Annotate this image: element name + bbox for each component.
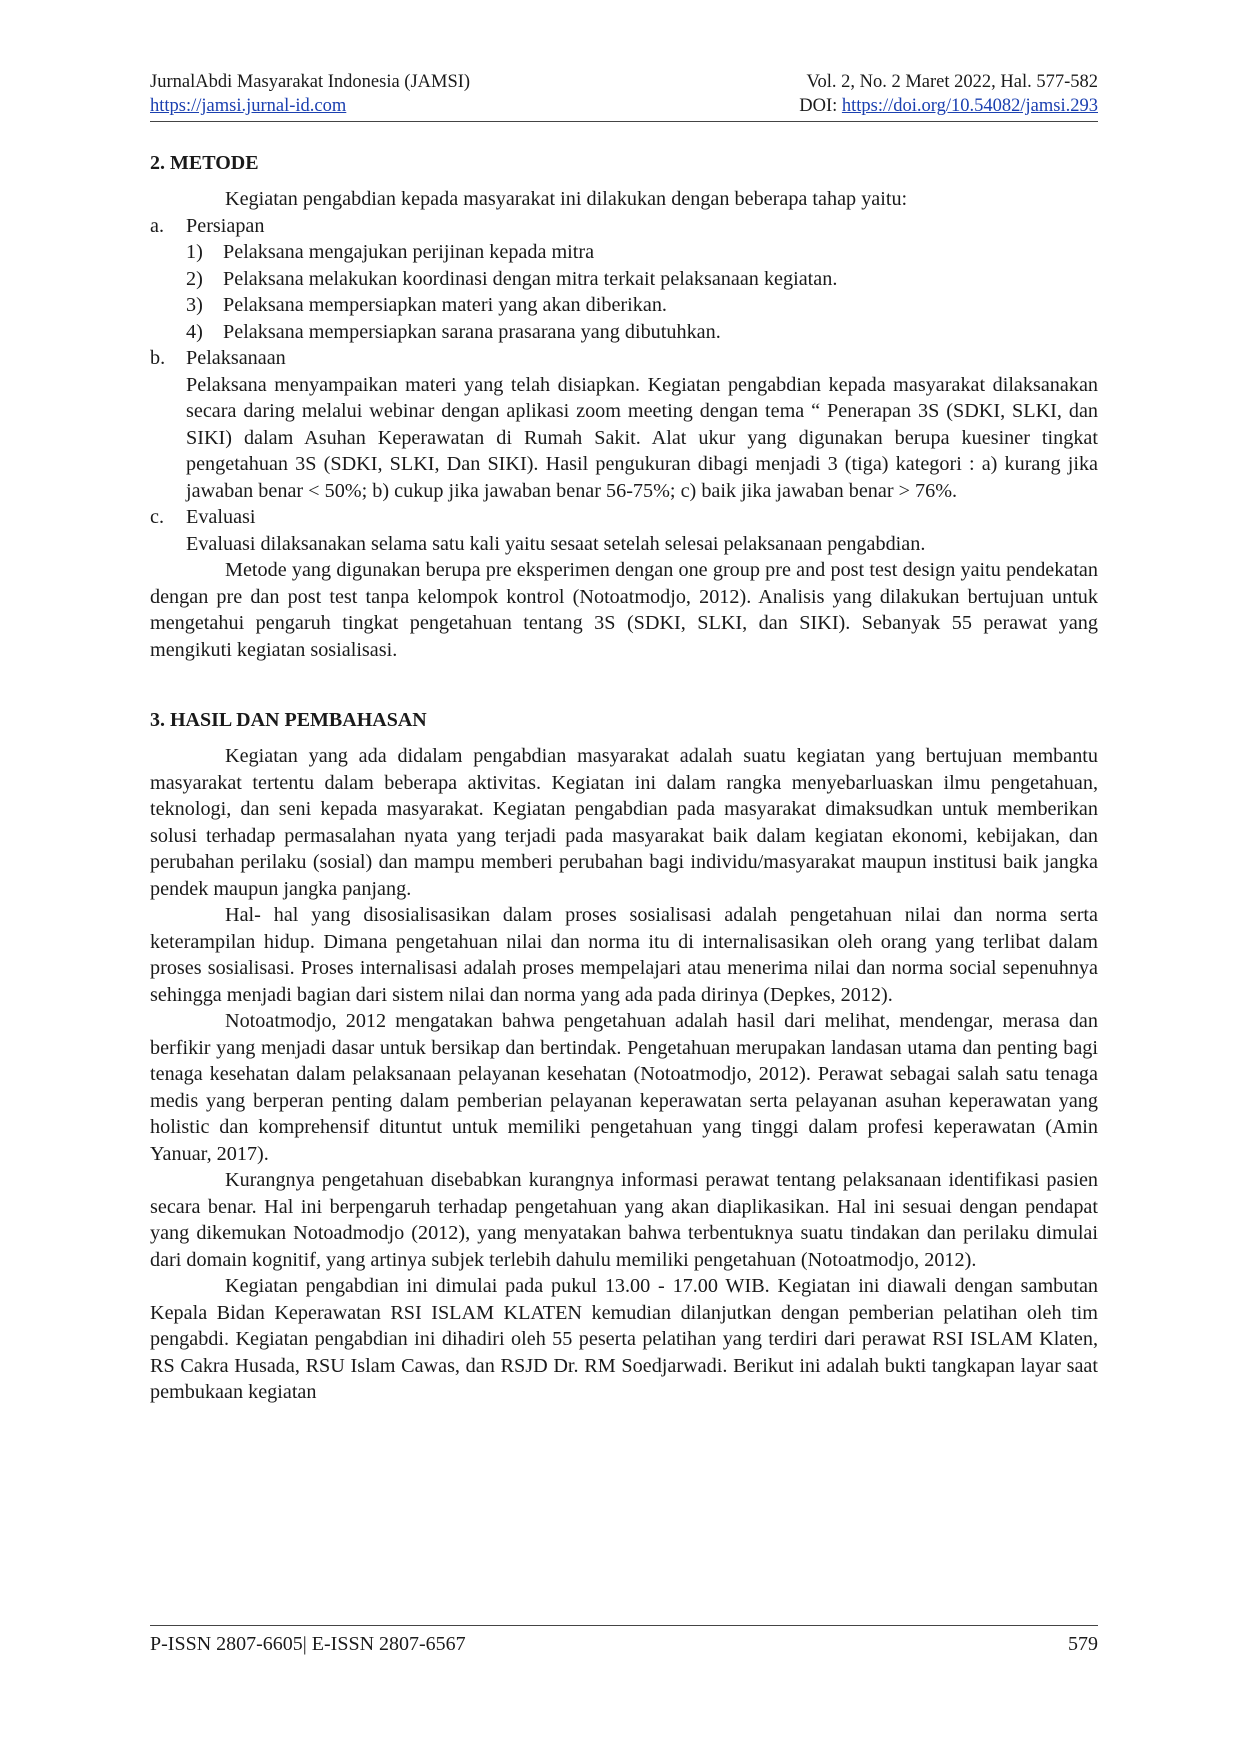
step-b-marker: b. bbox=[150, 347, 166, 369]
page-footer bbox=[150, 1625, 1098, 1658]
list-item: 3) Pelaksana mempersiapkan materi yang akan diberikan. bbox=[186, 294, 667, 316]
list-item: 4) Pelaksana mempersiapkan sarana prasarana yang dibutuhkan. bbox=[186, 320, 721, 343]
section-heading-metode: 2. METODE bbox=[150, 152, 259, 174]
metode-intro: Kegiatan pengabdian kepada masyarakat ini dilakukan dengan beberapa tahap yaitu: bbox=[225, 188, 908, 210]
step-b bbox=[150, 345, 1098, 372]
step-a-label: Persiapan bbox=[186, 214, 265, 237]
hasil-paragraph: Kegiatan pengabdian ini dimulai pada pukul 13.00 - 17.00 WIB. Kegiatan ini diawali dengan sambutan Kepala Bidan Keperawatan RSI ISLAM KLATEN kemudian dilanjutkan dengan pemberian pelatihan oleh tim pengabdi. Kegiatan pengabdian ini dihadiri oleh 55 peserta pelatihan yang terdiri dari perawat RSI ISLAM Klaten, RS Cakra Husada, RSU Islam Cawas, dan RSJD Dr. RM Soedjarwadi. Berikut ini adalah bukti tangkapan layar saat pembukaan kegiatan bbox=[150, 1275, 1098, 1403]
doi-label: DOI: bbox=[799, 96, 842, 116]
page-number: 579 bbox=[1068, 1633, 1098, 1655]
footer-rule bbox=[150, 1625, 1098, 1626]
hasil-paragraph: Kegiatan yang ada didalam pengabdian masyarakat adalah suatu kegiatan yang bertujuan membantu masyarakat tertentu dalam beberapa aktivitas. Kegiatan ini dalam rangka menyebarluaskan ilmu pengetahuan, teknologi, dan seni kepada masyarakat. Kegiatan pengabdian pada masyarakat dimaksudkan untuk memberikan solusi terhadap permasalahan nyata yang terjadi pada masyarakat baik dalam kegiatan ekonomi, kebijakan, dan perubahan perilaku (sosial) dan mampu memberi perubahan bagi individu/masyarakat maupun institusi baik jangka pendek maupun jangka panjang. bbox=[150, 745, 1098, 900]
metode-closing-paragraph: Metode yang digunakan berupa pre eksperimen dengan one group pre and post test design yaitu pendekatan dengan pre dan post test tanpa kelompok kontrol (Notoatmodjo, 2012). Analisis yang dilakukan bertujuan untuk mengetahui pengaruh tingkat pengetahuan tentang 3S (SDKI, SLKI, dan SIKI). Sebanyak 55 perawat yang mengikuti kegiatan sosialisasi. bbox=[150, 559, 1098, 661]
article-body bbox=[150, 150, 1098, 1406]
step-a-marker: a. bbox=[150, 214, 165, 237]
step-c-marker: c. bbox=[150, 506, 165, 528]
hasil-paragraph: Notoatmodjo, 2012 mengatakan bahwa pengetahuan adalah hasil dari melihat, mendengar, merasa dan berfikir yang menjadi dasar untuk bersikap dan bertindak. Pengetahuan merupakan landasan utama dan penting bagi tenaga kesehatan dalam pelaksanaan pelayanan kesehatan (Notoatmodjo, 2012). Perawat sebagai salah satu tenaga medis yang berperan penting dalam pemberian pelayanan keperawatan serta pelayanan asuhan keperawatan yang holistic dan komprehensif dituntut untuk memiliki pengetahuan yang tinggi dalam profesi keperawatan (Amin Yanuar, 2017). bbox=[150, 1010, 1098, 1165]
volume-info: Vol. 2, No. 2 Maret 2022, Hal. 577-582 bbox=[806, 72, 1098, 92]
step-c bbox=[150, 504, 1098, 531]
step-b-text: Pelaksana menyampaikan materi yang telah disiapkan. Kegiatan pengabdian kepada masyarakat dilaksanakan secara daring melalui webinar dengan aplikasi zoom meeting dengan tema “ Penerapan 3S (SDKI, SLKI, dan SIKI) dalam Asuhan Keperawatan di Rumah Sakit. Alat ukur yang digunakan berupa kuesiner tingkat pengetahuan 3S (SDKI, SLKI, Dan SIKI). Hasil pengukuran dibagi menjadi 3 (tiga) kategori : a) kurang jika jawaban benar < 50%; b) cukup jika jawaban benar 56-75%; c) baik jika jawaban benar > 76%. bbox=[186, 373, 1098, 502]
running-header bbox=[150, 70, 1098, 118]
hasil-paragraph: Kurangnya pengetahuan disebabkan kurangnya informasi perawat tentang pelaksanaan identifikasi pasien secara benar. Hal ini berpengaruh terhadap pengetahuan yang akan diaplikasikan. Hal ini sesuai dengan pendapat yang dikemukan Notoadmodjo (2012), yang menyatakan bahwa terbentuknya suatu tindakan dan perilaku dimulai dari domain kognitif, yang artinya subjek terlebih dahulu memiliki pengetahuan (Notoatmodjo, 2012). bbox=[150, 1169, 1098, 1271]
journal-name: JurnalAbdi Masyarakat Indonesia (JAMSI) bbox=[150, 72, 471, 92]
step-b-label: Pelaksanaan bbox=[186, 347, 286, 369]
list-item: 2) Pelaksana melakukan koordinasi dengan mitra terkait pelaksanaan kegiatan. bbox=[186, 267, 838, 290]
header-rule bbox=[150, 121, 1098, 122]
journal-url-link[interactable]: https://jamsi.jurnal-id.com bbox=[150, 96, 347, 116]
list-item: 1) Pelaksana mengajukan perijinan kepada mitra bbox=[186, 241, 595, 263]
header-right bbox=[799, 70, 1098, 118]
section-heading-hasil: 3. HASIL DAN PEMBAHASAN bbox=[150, 709, 427, 731]
doi-link[interactable]: https://doi.org/10.54082/jamsi.293 bbox=[841, 96, 1098, 116]
step-a bbox=[150, 213, 1098, 240]
step-c-text: Evaluasi dilaksanakan selama satu kali yaitu sesaat setelah selesai pelaksanaan pengabdian. bbox=[186, 532, 926, 555]
hasil-paragraph: Hal- hal yang disosialisasikan dalam proses sosialisasi adalah pengetahuan nilai dan norma serta keterampilan hidup. Dimana pengetahuan nilai dan norma itu di internalisasikan oleh orang yang terlibat dalam proses sosialisasi. Proses internalisasi adalah proses mempelajari atau menerima nilai dan norma social sepenuhnya sehingga menjadi bagian dari sistem nilai dan norma yang ada pada dirinya (Depkes, 2012). bbox=[150, 904, 1098, 1006]
step-c-label: Evaluasi bbox=[186, 506, 256, 528]
header-left bbox=[150, 70, 470, 118]
issn-info: P-ISSN 2807-6605| E-ISSN 2807-6567 bbox=[150, 1633, 466, 1655]
page bbox=[150, 70, 1098, 1406]
